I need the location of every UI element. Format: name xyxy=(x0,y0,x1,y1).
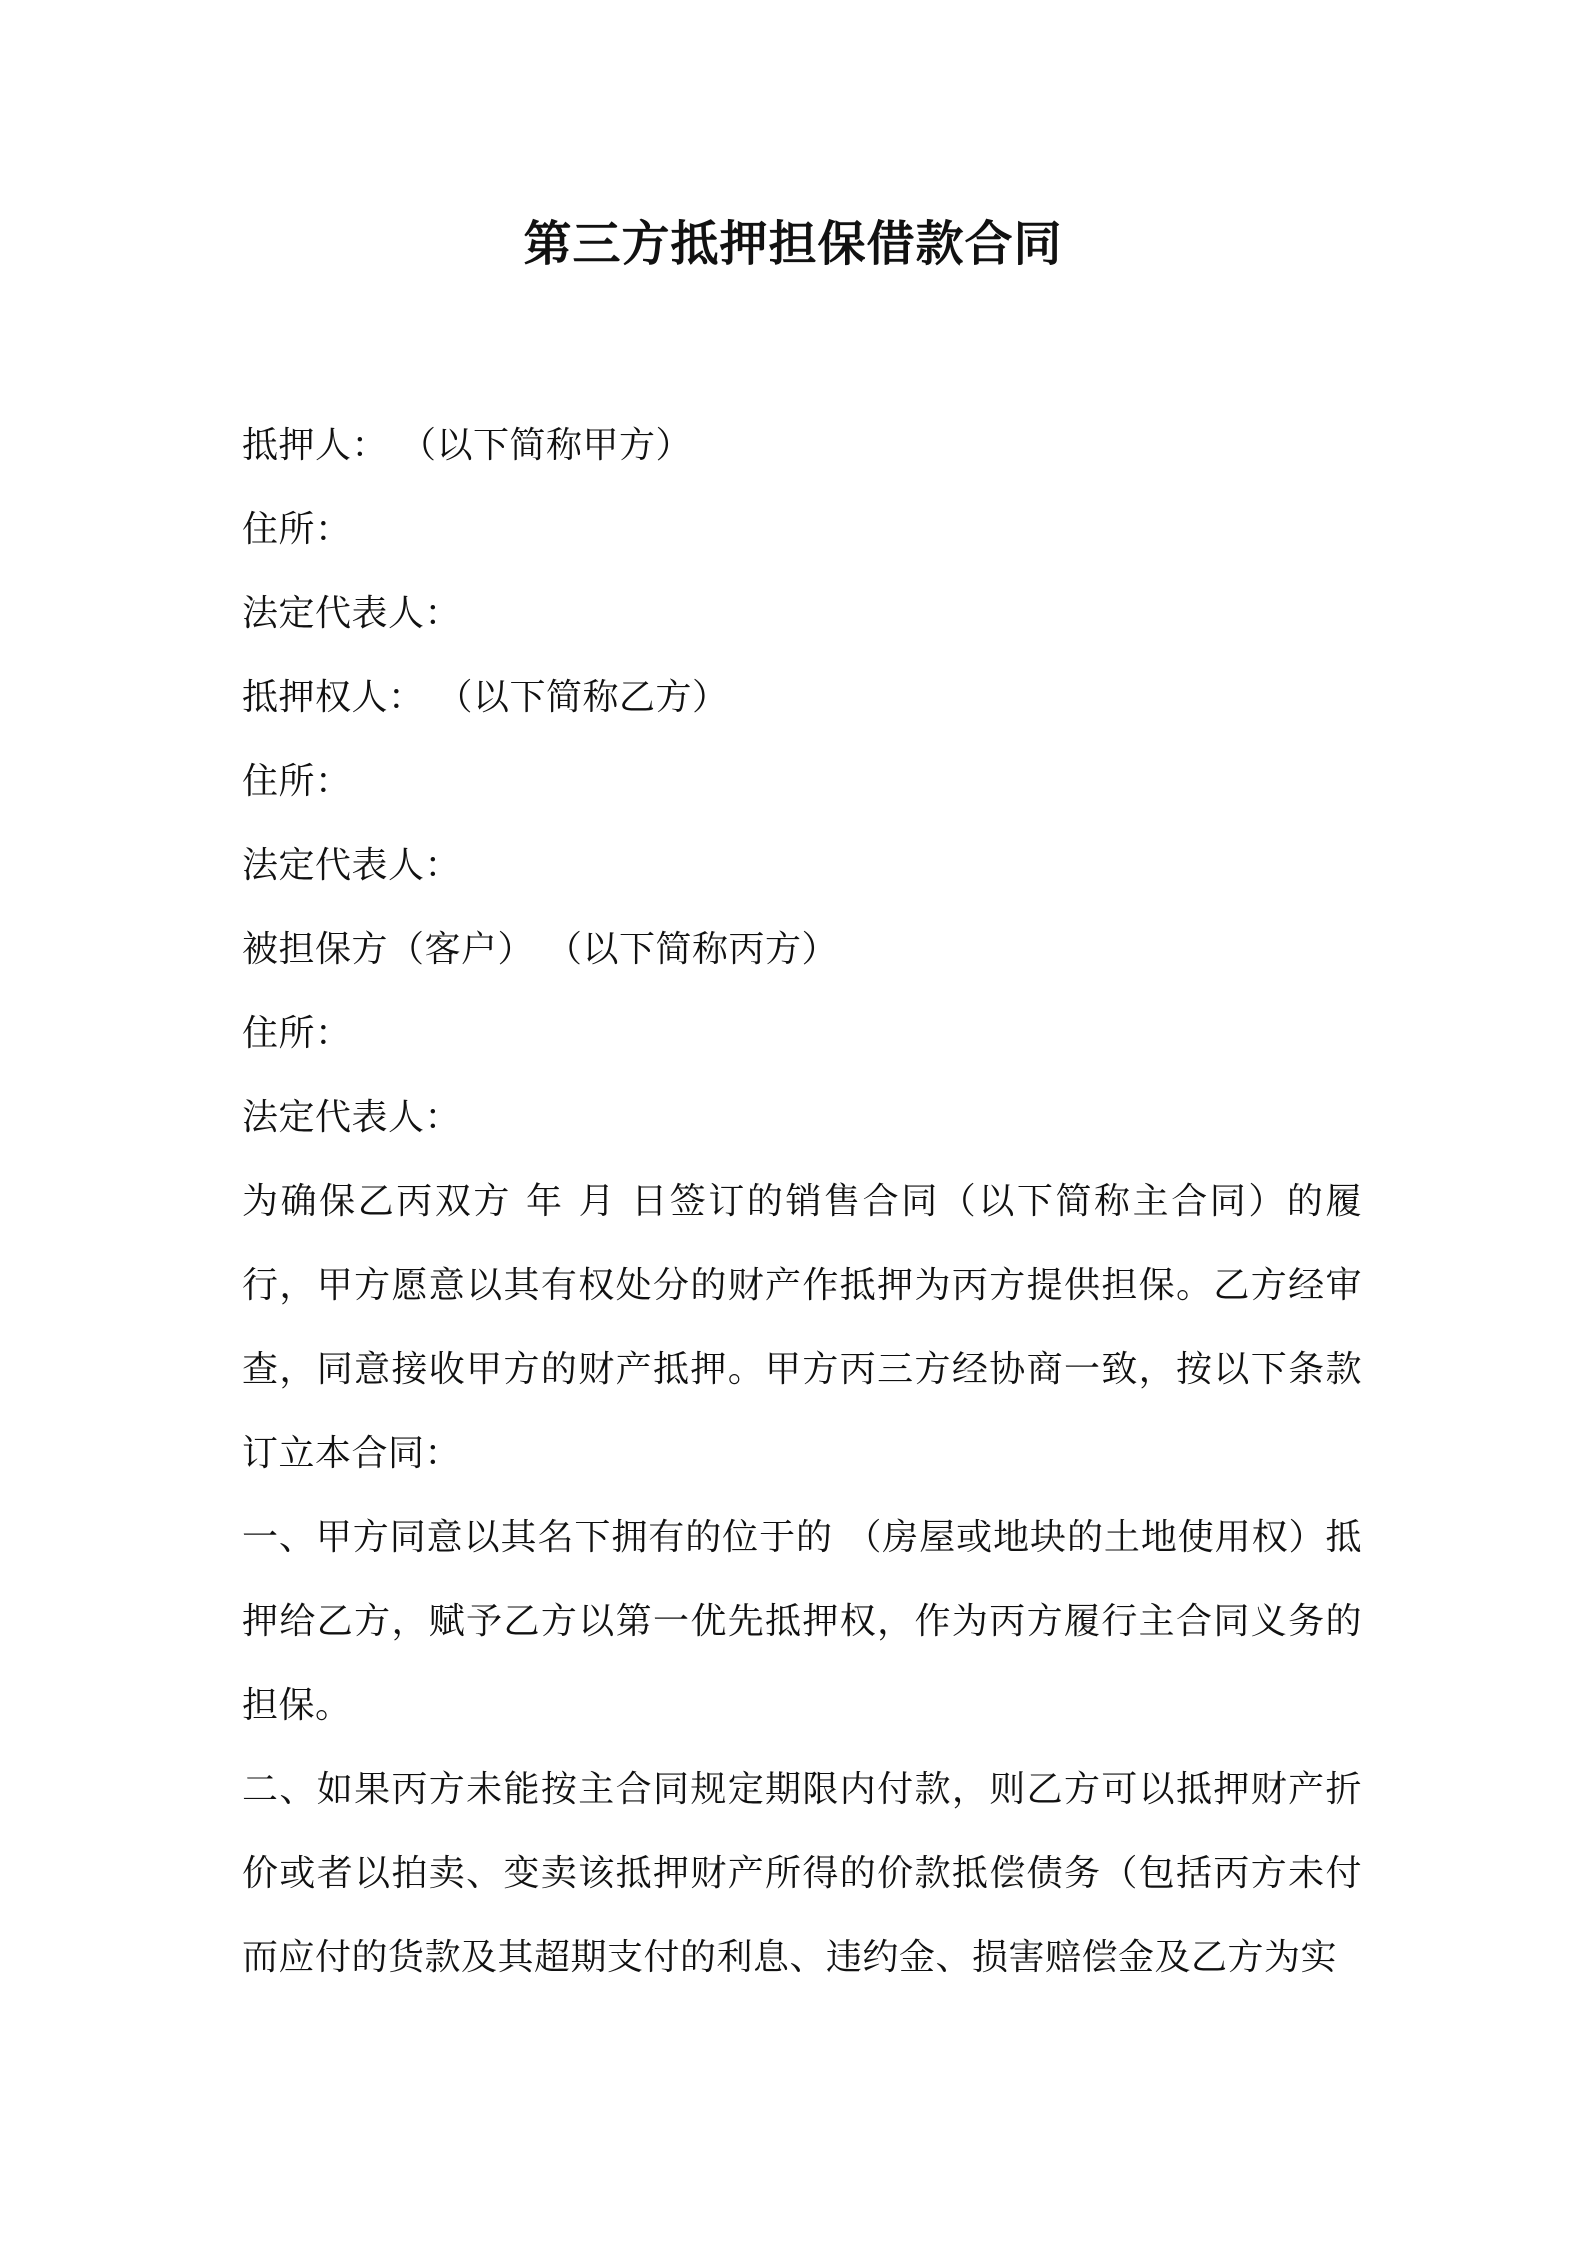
clause-two-paragraph: 二、如果丙方未能按主合同规定期限内付款，则乙方可以抵押财产折价或者以拍卖、变卖该抵押财产所得的价款抵偿债务（包括丙方未付而应付的货款及其超期支付的利息、违约金、损害赔偿金及乙方为实 xyxy=(242,1769,1362,1978)
preamble-paragraph: 为确保乙丙双方 年 月 日签订的销售合同（以下简称主合同）的履行，甲方愿意以其有权处分的财产作抵押为丙方提供担保。乙方经审查，同意接收甲方的财产抵押。甲方丙三方经协商一致，按以下条款订立本合同： xyxy=(242,1181,1362,1474)
mortgagor-address-line: 住所： xyxy=(242,509,352,550)
mortgagor-representative-line: 法定代表人： xyxy=(242,593,462,634)
mortgagee-address-line: 住所： xyxy=(242,761,352,802)
guaranteed-party-representative-line: 法定代表人： xyxy=(242,1097,462,1138)
guaranteed-party-line: 被担保方（客户） （以下简称丙方） xyxy=(242,929,838,970)
document-title: 第三方抵押担保借款合同 xyxy=(523,216,1063,272)
mortgagee-line: 抵押权人： （以下简称乙方） xyxy=(242,677,729,718)
guaranteed-party-address-line: 住所： xyxy=(242,1013,352,1054)
mortgagee-representative-line: 法定代表人： xyxy=(242,845,462,886)
mortgagor-line: 抵押人： （以下简称甲方） xyxy=(242,425,692,466)
document-body xyxy=(242,404,1362,2000)
clause-one-paragraph: 一、甲方同意以其名下拥有的位于的 （房屋或地块的土地使用权）抵押给乙方，赋予乙方以第一优先抵押权，作为丙方履行主合同义务的担保。 xyxy=(242,1517,1362,1726)
